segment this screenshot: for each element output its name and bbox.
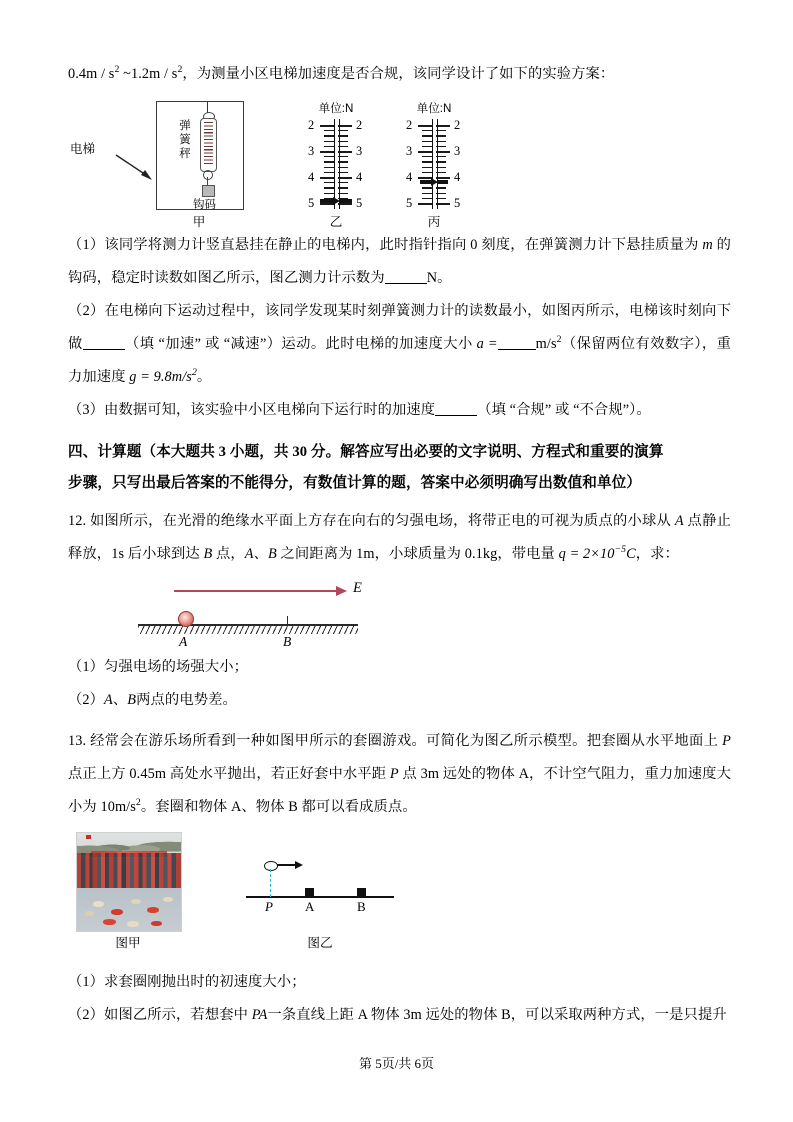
tick-major [418,125,432,127]
question-12-text-c: 点， [212,546,245,562]
ring-icon [264,861,278,871]
photo-prize-item [163,897,173,902]
question-12-number: 12. [68,513,87,529]
photo-prize-item [111,909,123,915]
field-label-E: E [353,580,362,596]
tick-minor [338,182,348,183]
item-3-text-a: 由数据可知，该实验中小区电梯向下运行时的加速度 [104,402,436,418]
tick-minor [436,156,446,157]
tick-minor [324,130,334,131]
item-1-text-b: 的钩码，稳定时读数如图乙所示，图乙测力计示数为 [68,237,731,286]
question-12-sub-2-pre: （2） [68,692,105,708]
sub2-sep: 、 [112,692,128,708]
photo-flag [86,835,91,839]
figure-ringtoss [68,830,731,962]
gauge-number: 3 [454,144,461,158]
gauge-number: 2 [356,118,363,132]
item-3-number: （3） [68,402,105,418]
tick-minor [324,135,334,136]
tick-major [436,125,450,127]
tick-minor [338,167,348,168]
gauge-number: 4 [454,170,461,184]
sub2-point-B: B [127,692,137,708]
spring-scale-body [200,118,217,172]
item-1-var-m: m [702,237,713,253]
photo-prize-item [85,911,94,916]
tick-minor [324,156,334,157]
figure-field-and-ball [68,573,731,651]
gauge-number: 2 [308,118,315,132]
gauge-number: 3 [356,144,363,158]
point-A: A [674,513,684,529]
gauge-number: 5 [454,196,461,210]
photo-prize-item [103,919,116,925]
figure-elevator-and-gauges [68,95,731,227]
tick-minor [436,167,446,168]
gauge-number: 4 [356,170,363,184]
tick-minor [422,193,432,194]
figure-label-A: A [179,634,188,649]
item-1-answer-blank[interactable] [385,269,427,284]
tick-minor [436,172,446,173]
tick-major [320,125,334,127]
model-label-B: B [357,899,366,914]
gauge-bing-unit-label: 单位:N [416,102,452,115]
gauge-yi-unit-label: 单位:N [318,102,354,115]
tick-minor [338,161,348,162]
point-A-2: A [244,546,254,562]
question-12-text-b: 点静止释放，1s 后小球到达 [68,513,731,562]
gauge-yi-pointer-shaft [320,199,334,202]
gauge-number: 5 [406,196,413,210]
tick-major [320,151,334,153]
question-12-text-a: 如图所示，在光滑的绝缘水平面上方存在向右的匀强电场，将带正电的可视为质点的小球从 [89,513,675,529]
model-ground-line [246,896,394,898]
point-B: B [203,546,213,562]
point-P: P [722,733,731,749]
tick-major [338,125,352,127]
gauge-number: 5 [308,196,315,210]
tick-minor [422,172,432,173]
tick-minor [436,193,446,194]
item-2-gravity-value: $g = 9.8m/s^2$ [129,367,197,385]
tick-minor [324,172,334,173]
question-13-text-c: 点 3m 远处的物体 A，不计空气阻力，重力加速度大小为 $10m/s^2$ [68,766,732,815]
item-3-paragraph [68,394,731,427]
item-2-text-c: （保留两位有效数字），重力加速度 [68,336,732,385]
question-12-charge-value: $q = 2\times 10^{-5}C$ [558,544,636,562]
figure-caption-jia: 甲 [192,215,206,229]
tick-major [320,203,334,205]
tick-major [320,177,334,179]
gauge-yi [290,101,382,229]
tick-minor [436,187,446,188]
tick-minor [324,141,334,142]
item-2-var-a: a = [476,336,498,352]
tick-minor [422,198,432,199]
photo-prize-item [127,921,139,927]
tick-major [338,151,352,153]
item-1-text-c: N。 [426,270,452,286]
question-13-sub-2-pre: （2）如图乙所示，若想套中 [68,1007,252,1023]
question-13-paragraph [68,725,731,824]
gauge-yi-pointer-head [333,197,340,205]
item-2-answer-blank-2[interactable] [498,335,536,350]
tick-minor [422,187,432,188]
gauge-number: 3 [308,144,315,158]
tick-minor [324,146,334,147]
ground-hatching [138,626,358,634]
question-12-text-d: 、 [253,546,268,562]
question-12-text-f: ，求： [635,546,679,562]
charged-ball-icon [178,611,194,627]
model-label-P: P [265,899,273,914]
tick-major [338,177,352,179]
gauge-number: 4 [406,170,413,184]
tick-major [436,203,450,205]
tick-minor [422,146,432,147]
tick-minor [324,187,334,188]
tick-minor [436,198,446,199]
model-label-A: A [305,899,315,914]
item-2-answer-blank-1[interactable] [83,335,125,350]
elevator-label: 电梯 [70,142,96,156]
photo-crowd [77,853,181,891]
field-arrow-shaft [174,590,338,592]
figure-caption-yi: 乙 [329,215,343,229]
item-2-unit: $m/s^2$ [535,334,562,352]
weight-label: 钩码 [193,199,216,211]
question-13-text-d: 。套圈和物体 A、物体 B 都可以看成质点。 [140,799,417,815]
question-13-text-b: 点正上方 0.45m 高处水平抛出，若正好套中水平距 [68,766,390,782]
tick-minor [324,167,334,168]
gauge-yi-pointer-shaft-right [340,199,352,202]
tick-major [418,177,432,179]
tick-minor [338,130,348,131]
question-13-sub-2-post: 一条直线上距 A 物体 3m 远处的物体 B，可以采取两种方式，一是只提升 [267,1007,727,1023]
question-13-sub-2 [68,999,731,1032]
figure-label-B: B [283,634,292,649]
tick-minor [422,130,432,131]
tick-minor [338,172,348,173]
gauge-number: 3 [406,144,413,158]
photo-prize-item [147,907,159,913]
gauge-bing [388,101,480,229]
item-1-paragraph [68,229,731,295]
tick-minor [338,187,348,188]
item-2-number: （2） [68,303,105,319]
tick-minor [338,193,348,194]
tick-major [338,203,352,205]
tick-major [418,151,432,153]
drop-dashed-line [270,869,271,897]
item-2-text-b: （填 “加速” 或 “减速”）运动。此时电梯的加速度大小 [124,336,477,352]
question-12-sub-2-post: 两点的电势差。 [136,692,237,708]
object-B-marker [357,888,366,897]
spring-coil-icon [204,122,213,166]
point-P-2: P [389,766,399,782]
item-3-text-b: （填 “合规” 或 “不合规”）。 [477,402,651,418]
point-B-tick [287,616,288,624]
accel-range-value: $0.4m / s^2$ ~1.2m / $s^2$ [68,64,183,82]
ringtoss-photo [76,832,182,932]
tick-major [436,151,450,153]
question-12-sub-1: （1）匀强电场的场强大小； [68,659,249,675]
gauge-bing-scale [388,119,480,209]
item-2-text-a: 在电梯向下运动过程中，该同学发现某时刻弹簧测力计的读数最小，如图丙所示，电梯该时刻向下做 [68,303,732,352]
tick-minor [422,156,432,157]
photo-prize-item [131,899,141,904]
gauge-bing-pointer-head [431,178,438,186]
figure-caption-jia-photo: 图甲 [115,936,141,950]
question-13-number: 13. [68,733,87,749]
tick-minor [436,135,446,136]
gauge-number: 2 [454,118,461,132]
tick-minor [324,193,334,194]
intro-paragraph [68,58,731,91]
gauge-yi-bar [334,119,340,209]
tick-minor [436,141,446,142]
figure-caption-yi-model: 图乙 [307,936,333,950]
photo-prize-item [93,901,104,907]
tick-minor [338,156,348,157]
tick-minor [324,182,334,183]
elevator-box [156,101,244,210]
point-B-2: B [268,546,277,562]
section-4-heading-line-1: 四、计算题（本大题共 3 小题，共 30 分。解答应写出必要的文字说明、方程式和重要的演算 [68,444,664,460]
intro-text: ，为测量小区电梯加速度是否合规，该同学设计了如下的实验方案： [182,66,615,82]
velocity-arrow-head-icon [295,861,303,869]
gauge-number: 4 [308,170,315,184]
tick-minor [436,130,446,131]
tick-minor [324,161,334,162]
tick-minor [338,141,348,142]
object-A-marker [305,888,314,897]
tick-minor [436,146,446,147]
tick-minor [422,141,432,142]
page-footer: 第 5页/共 6页 [358,1056,435,1071]
velocity-arrow-shaft [277,864,297,866]
ringtoss-model-diagram [246,848,394,924]
elevator-pointer-arrow-icon [114,153,156,183]
tick-minor [422,135,432,136]
question-12-sub-2 [68,684,731,717]
item-2-paragraph [68,295,731,394]
section-4-heading-line-2: 步骤，只写出最后答案的不能得分，有数值计算的题，答案中必须明确写出数值和单位） [68,475,642,491]
tick-major [436,177,450,179]
item-3-answer-blank[interactable] [435,401,477,416]
gauge-bing-pointer-shaft-right [438,180,448,183]
tick-major [418,203,432,205]
gauge-yi-scale [290,119,382,209]
segment-PA: PA [251,1007,268,1023]
tick-minor [422,161,432,162]
sub2-point-A: A [104,692,113,708]
tick-minor [338,135,348,136]
figure-caption-bing: 丙 [427,215,441,229]
question-12-paragraph [68,505,731,571]
spring-scale-label: 弹簧秤 [179,120,191,160]
question-13-sub-1: （1）求套圈刚抛出时的初速度大小； [68,974,306,990]
tick-minor [422,167,432,168]
gauge-number: 5 [356,196,363,210]
tick-minor [338,146,348,147]
gauge-number: 2 [406,118,413,132]
tick-minor [436,161,446,162]
item-1-text-a: 该同学将测力计竖直悬挂在静止的电梯内，此时指针指向 0 刻度，在弹簧测力计下悬挂质量为 [104,237,703,253]
photo-prize-item [151,921,162,926]
field-arrow-head-icon [336,586,347,596]
gauge-bing-bar [432,119,438,209]
item-1-number: （1） [68,237,105,253]
question-13-text-a: 经常会在游乐场所看到一种如图甲所示的套圈游戏。可简化为图乙所示模型。把套圈从水平地面上 [90,733,723,749]
question-12-text-e: 之间距离为 1m，小球质量为 0.1kg，带电量 [276,546,559,562]
item-2-text-d: 。 [196,369,212,385]
